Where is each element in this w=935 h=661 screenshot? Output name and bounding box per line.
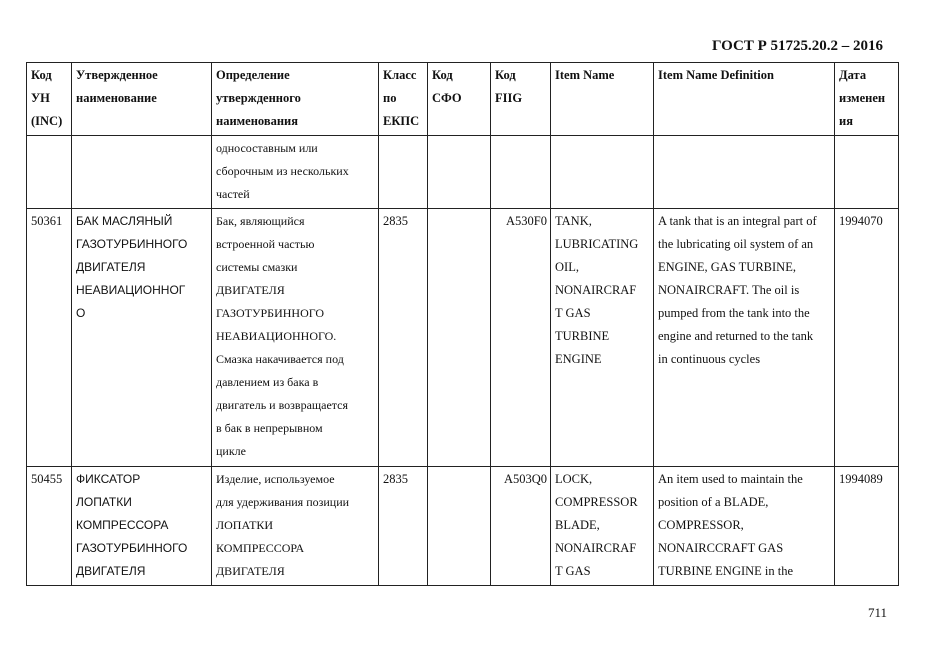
cell-definition: Бак, являющийся встроенной частью системы смазки ДВИГАТЕЛЯ ГАЗОТУРБИННОГО НЕАВИАЦИОННОГО. Смазка накачивается под давлением из бака в двигатель и возвращается в бак в непрерывном цикле — [212, 209, 379, 467]
col-header-date: Дата изменен ия — [835, 63, 899, 136]
table-header-row — [27, 63, 899, 136]
col-header-approved-name: Утвержденное наименование — [72, 63, 212, 136]
col-header-item-definition: Item Name Definition — [654, 63, 835, 136]
cell-sfo — [428, 136, 491, 209]
cell-class — [379, 136, 428, 209]
col-header-class: Класс по ЕКПС — [379, 63, 428, 136]
col-header-sfo: Код СФО — [428, 63, 491, 136]
col-header-item-name: Item Name — [551, 63, 654, 136]
cell-item-name: TANK, LUBRICATING OIL, NONAIRCRAF T GAS TURBINE ENGINE — [551, 209, 654, 467]
cell-fiig: A503Q0 — [491, 467, 551, 586]
page-number: 711 — [868, 605, 888, 620]
cell-approved-name: БАК МАСЛЯНЫЙ ГАЗОТУРБИННОГО ДВИГАТЕЛЯ НЕАВИАЦИОННОГ О — [72, 209, 212, 467]
cell-fiig: A530F0 — [491, 209, 551, 467]
table-row — [27, 467, 899, 586]
cell-fiig — [491, 136, 551, 209]
col-header-definition: Определение утвержденного наименования — [212, 63, 379, 136]
cell-class: 2835 — [379, 467, 428, 586]
cell-sfo — [428, 209, 491, 467]
nomenclature-table — [26, 62, 899, 586]
cell-class: 2835 — [379, 209, 428, 467]
cell-inc: 50455 — [27, 467, 72, 586]
col-header-fiig: Код FIIG — [491, 63, 551, 136]
cell-approved-name: ФИКСАТОР ЛОПАТКИ КОМПРЕССОРА ГАЗОТУРБИННОГО ДВИГАТЕЛЯ — [72, 467, 212, 586]
cell-item-definition: An item used to maintain the position of a BLADE, COMPRESSOR, NONAIRCCRAFT GAS TURBINE ENGINE in the — [654, 467, 835, 586]
cell-date: 1994070 — [835, 209, 899, 467]
cell-date — [835, 136, 899, 209]
cell-item-definition — [654, 136, 835, 209]
cell-approved-name — [72, 136, 212, 209]
col-header-inc: Код УН (INC) — [27, 63, 72, 136]
document-standard-header: ГОСТ Р 51725.20.2 – 2016 — [712, 38, 884, 54]
cell-item-name — [551, 136, 654, 209]
cell-definition: односоставным или сборочным из нескольких частей — [212, 136, 379, 209]
cell-item-name: LOCK, COMPRESSOR BLADE, NONAIRCRAF T GAS — [551, 467, 654, 586]
cell-item-definition: A tank that is an integral part of the lubricating oil system of an ENGINE, GAS TURBINE, NONAIRCRAFT. The oil is pumped from the tank into the engine and returned to the tank in continuous cycles — [654, 209, 835, 467]
cell-inc — [27, 136, 72, 209]
cell-date: 1994089 — [835, 467, 899, 586]
cell-sfo — [428, 467, 491, 586]
cell-definition: Изделие, используемое для удерживания позиции ЛОПАТКИ КОМПРЕССОРА ДВИГАТЕЛЯ — [212, 467, 379, 586]
table-row — [27, 209, 899, 467]
cell-inc: 50361 — [27, 209, 72, 467]
table-row — [27, 136, 899, 209]
